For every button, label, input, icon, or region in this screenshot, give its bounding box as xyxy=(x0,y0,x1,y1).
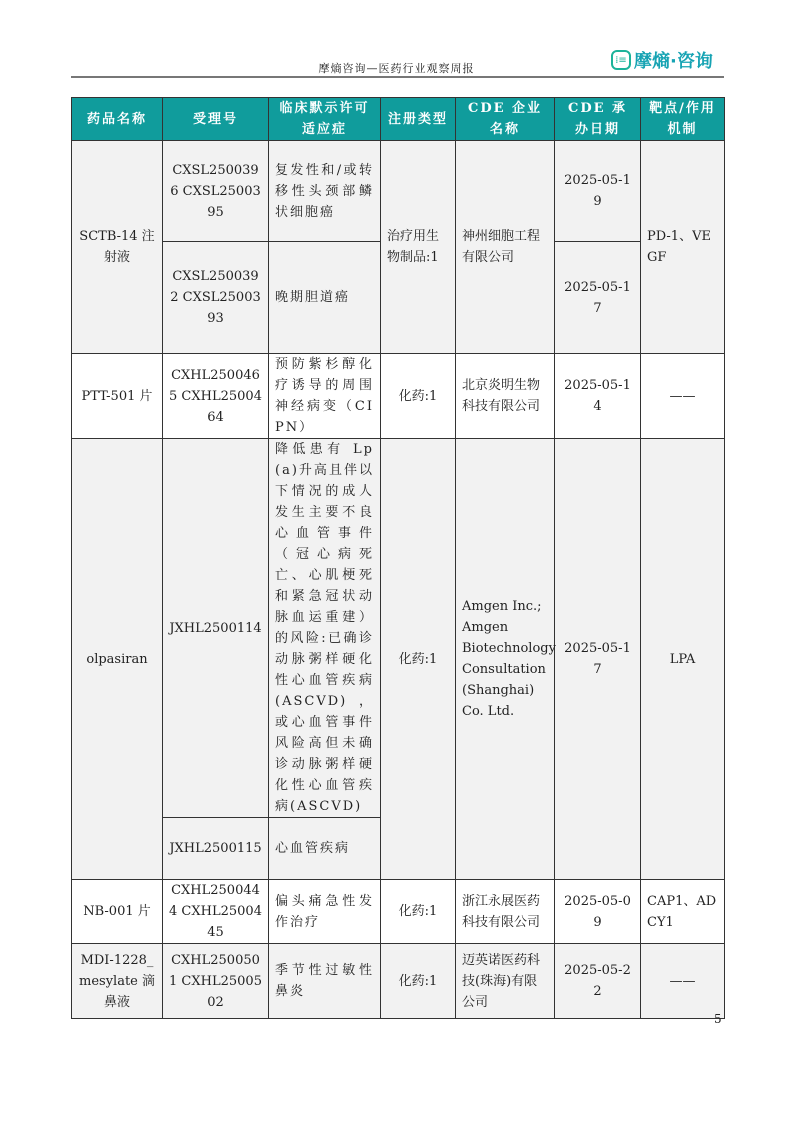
table-row xyxy=(72,944,725,1019)
registration-type: 治疗用生物制品:1 xyxy=(381,141,456,354)
target: —— xyxy=(641,944,725,1019)
table-header-row xyxy=(72,98,725,141)
acceptance-no: JXHL2500115 xyxy=(163,818,269,880)
registration-type: 化药:1 xyxy=(381,880,456,944)
logo-text: 摩熵·咨询 xyxy=(634,51,713,72)
target: LPA xyxy=(641,439,725,880)
table-row xyxy=(72,141,725,242)
running-header-title: 摩熵咨询—医药行业观察周报 xyxy=(318,62,475,75)
date: 2025-05-09 xyxy=(555,880,641,944)
registration-type: 化药:1 xyxy=(381,944,456,1019)
indication: 季节性过敏性鼻炎 xyxy=(269,944,381,1019)
acceptance-no: CXSL2500396 CXSL2500395 xyxy=(163,141,269,242)
col-header: 临床默示许可适应症 xyxy=(269,98,381,141)
indication: 降低患有 Lp(a)升高且伴以下情况的成人发生主要不良心血管事件（冠心病死亡、心肌梗死和紧急冠状动脉血运重建）的风险:已确诊动脉粥样硬化性心血管疾病(ASCVD)，或心血管事件风险高但未确诊动脉粥样硬化性心血管疾病(ASCVD) xyxy=(269,439,381,818)
drug-name: MDI-1228_mesylate 滴鼻液 xyxy=(72,944,163,1019)
company: 浙江永展医药科技有限公司 xyxy=(456,880,555,944)
target: —— xyxy=(641,354,725,439)
acceptance-no: CXHL2500501 CXHL2500502 xyxy=(163,944,269,1019)
col-header: 靶点/作用机制 xyxy=(641,98,725,141)
header-divider xyxy=(71,76,724,78)
acceptance-no: CXHL2500465 CXHL2500464 xyxy=(163,354,269,439)
registration-type: 化药:1 xyxy=(381,354,456,439)
logo-icon: ⁞≡ xyxy=(611,50,631,70)
table-row xyxy=(72,439,725,818)
table-row xyxy=(72,354,725,439)
registration-type: 化药:1 xyxy=(381,439,456,880)
indication: 偏头痛急性发作治疗 xyxy=(269,880,381,944)
acceptance-no: CXHL2500444 CXHL2500445 xyxy=(163,880,269,944)
drug-name: PTT-501 片 xyxy=(72,354,163,439)
date: 2025-05-22 xyxy=(555,944,641,1019)
page-number: 5 xyxy=(714,1012,722,1026)
col-header: 受理号 xyxy=(163,98,269,141)
table-row xyxy=(72,880,725,944)
drug-name: SCTB-14 注射液 xyxy=(72,141,163,354)
target: PD-1、VEGF xyxy=(641,141,725,354)
col-header: CDE 承办日期 xyxy=(555,98,641,141)
date: 2025-05-17 xyxy=(555,242,641,354)
company: 神州细胞工程有限公司 xyxy=(456,141,555,354)
indication: 心血管疾病 xyxy=(269,818,381,880)
company: 北京炎明生物科技有限公司 xyxy=(456,354,555,439)
indication: 复发性和/或转移性头颈部鳞状细胞癌 xyxy=(269,141,381,242)
acceptance-no: JXHL2500114 xyxy=(163,439,269,818)
drug-approval-table xyxy=(71,97,725,1019)
target: CAP1、ADCY1 xyxy=(641,880,725,944)
indication: 晚期胆道癌 xyxy=(269,242,381,354)
company: 迈英诺医药科技(珠海)有限公司 xyxy=(456,944,555,1019)
date: 2025-05-17 xyxy=(555,439,641,880)
acceptance-no: CXSL2500392 CXSL2500393 xyxy=(163,242,269,354)
drug-name: NB-001 片 xyxy=(72,880,163,944)
date: 2025-05-19 xyxy=(555,141,641,242)
date: 2025-05-14 xyxy=(555,354,641,439)
logo xyxy=(611,47,713,73)
col-header: 药品名称 xyxy=(72,98,163,141)
col-header: CDE 企业名称 xyxy=(456,98,555,141)
col-header: 注册类型 xyxy=(381,98,456,141)
drug-name: olpasiran xyxy=(72,439,163,880)
company: Amgen Inc.; Amgen Biotechnology Consultation (Shanghai) Co. Ltd. xyxy=(456,439,555,880)
indication: 预防紫杉醇化疗诱导的周围神经病变（CIPN） xyxy=(269,354,381,439)
